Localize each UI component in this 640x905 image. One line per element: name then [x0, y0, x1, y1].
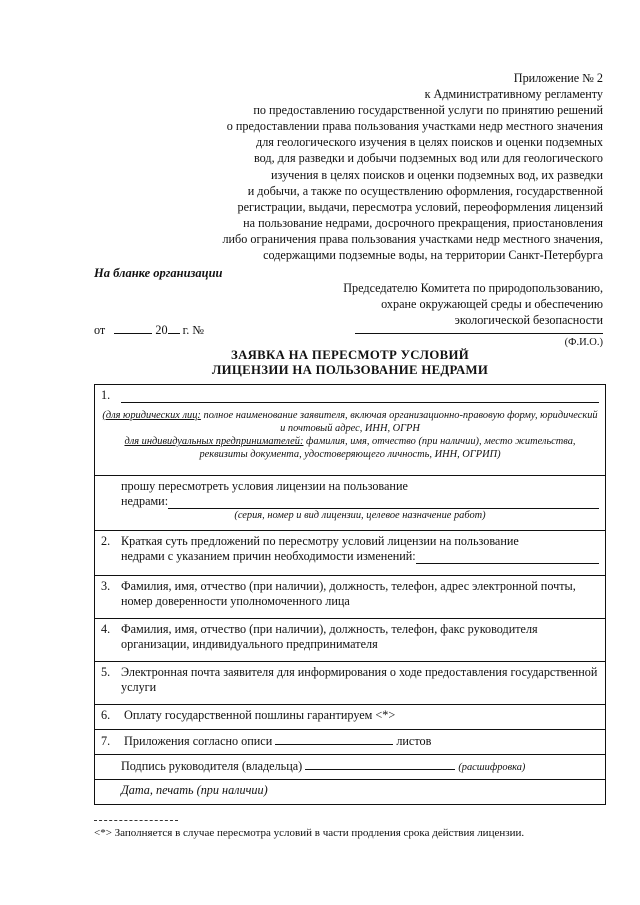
row-number: 7.	[101, 734, 111, 748]
date-day-field[interactable]	[114, 323, 152, 334]
head-text: Фамилия, имя, отчество (при наличии), должность, телефон, факс руководителя организации, индивидуального предпринимателя	[121, 622, 538, 651]
attachments-sheets-label: листов	[396, 734, 432, 748]
date-from-label: от	[94, 323, 106, 337]
signature-text: Подпись руководителя (владельца)	[121, 759, 303, 773]
representative-text: Фамилия, имя, отчество (при наличии), должность, телефон, адрес электронной почты, номер доверенности уполномоченного лица	[121, 579, 576, 608]
footnote: <*> Заполняется в случае пересмотра условий в части продления срока действия лицензии.	[94, 827, 525, 839]
applicant-field[interactable]	[121, 391, 599, 403]
proposal-field[interactable]	[416, 552, 599, 564]
addressee-block	[283, 280, 603, 328]
table-row	[95, 780, 606, 805]
appendix-line: и добычи, а также по осуществлению оформления, государственной	[247, 183, 603, 198]
table-row	[95, 705, 606, 730]
addressee-name-field[interactable]	[355, 333, 603, 334]
note-entrepreneur-text: фамилия, имя, отчество (при наличии), место жительства, реквизиты документа, удостоверяющего личность, ИНН, ОГРИП)	[199, 436, 576, 460]
appendix-line: по предоставлению государственной услуги по принятию решений	[253, 103, 603, 118]
appendix-line: изучения в целях поисков и оценки подземных вод, их разведки	[271, 167, 603, 182]
row-number: 2.	[101, 534, 111, 548]
blank-label: На бланке организации	[94, 266, 223, 280]
proposal-line2: недрами с указанием причин необходимости изменений:	[121, 549, 416, 563]
stamp-text: Дата, печать (при наличии)	[121, 783, 268, 797]
stamp-cell[interactable]	[95, 780, 606, 805]
appendix-line: Приложение № 2	[513, 71, 603, 85]
signature-field[interactable]	[305, 758, 455, 770]
note-entrepreneur-label: для индивидуальных предпринимателей:	[124, 436, 304, 447]
applicant-note	[101, 409, 599, 461]
table-row	[95, 619, 606, 662]
fee-text: Оплату государственной пошлины гарантируем <*>	[124, 708, 396, 722]
license-cell[interactable]	[95, 476, 606, 531]
attachments-cell[interactable]	[95, 730, 606, 755]
table-row	[95, 576, 606, 619]
application-table	[94, 384, 606, 805]
table-row	[95, 385, 606, 476]
signature-cell[interactable]	[95, 755, 606, 780]
addressee-line: экологической безопасности	[454, 313, 603, 327]
attachments-count-field[interactable]	[275, 733, 393, 745]
license-request-line1: прошу пересмотреть условия лицензии на пользование	[121, 479, 408, 493]
email-cell[interactable]	[95, 662, 606, 705]
row-number: 6.	[101, 708, 111, 722]
footnote-divider	[94, 820, 178, 821]
license-field[interactable]	[168, 497, 599, 509]
date-line	[94, 323, 204, 338]
signature-note: (расшифровка)	[458, 762, 526, 773]
appendix-line: содержащими подземные воды, на территории Санкт-Петербурга	[263, 248, 603, 263]
form-title-line1: ЗАЯВКА НА ПЕРЕСМОТР УСЛОВИЙ	[231, 348, 469, 362]
addressee-line: охране окружающей среды и обеспечению	[381, 297, 603, 311]
row-number: 1.	[101, 388, 111, 402]
table-row	[95, 531, 606, 576]
head-cell[interactable]	[95, 619, 606, 662]
appendix-line: либо ограничения права пользования участками недр местного значения,	[222, 231, 603, 246]
representative-cell[interactable]	[95, 576, 606, 619]
table-row	[95, 755, 606, 780]
proposal-cell[interactable]	[95, 531, 606, 576]
license-request-line2: недрами:	[121, 494, 169, 508]
table-row	[95, 476, 606, 531]
form-title	[94, 348, 606, 378]
appendix-line: вод, для разведки и добычи подземных вод или для геологического	[253, 151, 603, 166]
row-number: 5.	[101, 665, 111, 679]
appendix-header	[183, 70, 603, 263]
table-row	[95, 662, 606, 705]
applicant-cell[interactable]	[95, 385, 606, 476]
note-legal-entity-label: (для юридических лиц:	[102, 410, 201, 421]
appendix-line: на пользование недрами, досрочного прекращения, приостановления	[243, 215, 603, 230]
appendix-line: регистрации, выдачи, пересмотра условий, переоформления лицензий	[237, 199, 603, 214]
addressee-line: Председателю Комитета по природопользованию,	[343, 281, 603, 295]
form-title-line2: ЛИЦЕНЗИИ НА ПОЛЬЗОВАНИЕ НЕДРАМИ	[211, 363, 489, 377]
date-year-label: 20	[155, 323, 168, 337]
license-note: (серия, номер и вид лицензии, целевое назначение работ)	[234, 510, 486, 521]
appendix-line: о предоставлении права пользования участками недр местного значения	[226, 119, 603, 134]
date-year-field[interactable]	[168, 323, 180, 334]
row-number: 3.	[101, 579, 111, 593]
email-text: Электронная почта заявителя для информирования о ходе предоставления государственной услуги	[121, 665, 598, 694]
fee-cell[interactable]	[95, 705, 606, 730]
fio-caption: (Ф.И.О.)	[564, 337, 603, 348]
date-g-label: г.	[182, 323, 190, 337]
row-number: 4.	[101, 622, 111, 636]
proposal-line1: Краткая суть предложений по пересмотру условий лицензии на пользование	[121, 534, 519, 548]
attachments-text: Приложения согласно описи	[124, 734, 273, 748]
appendix-line: для геологического изучения в целях поисков и оценки подземных	[256, 135, 603, 150]
note-legal-entity-text: полное наименование заявителя, включая организационно-правовую форму, юридический и почтовый адрес, ИНН, ОГРН	[200, 410, 598, 434]
table-row	[95, 730, 606, 755]
date-number-label: №	[192, 323, 204, 337]
appendix-line: к Административному регламенту	[424, 87, 603, 102]
